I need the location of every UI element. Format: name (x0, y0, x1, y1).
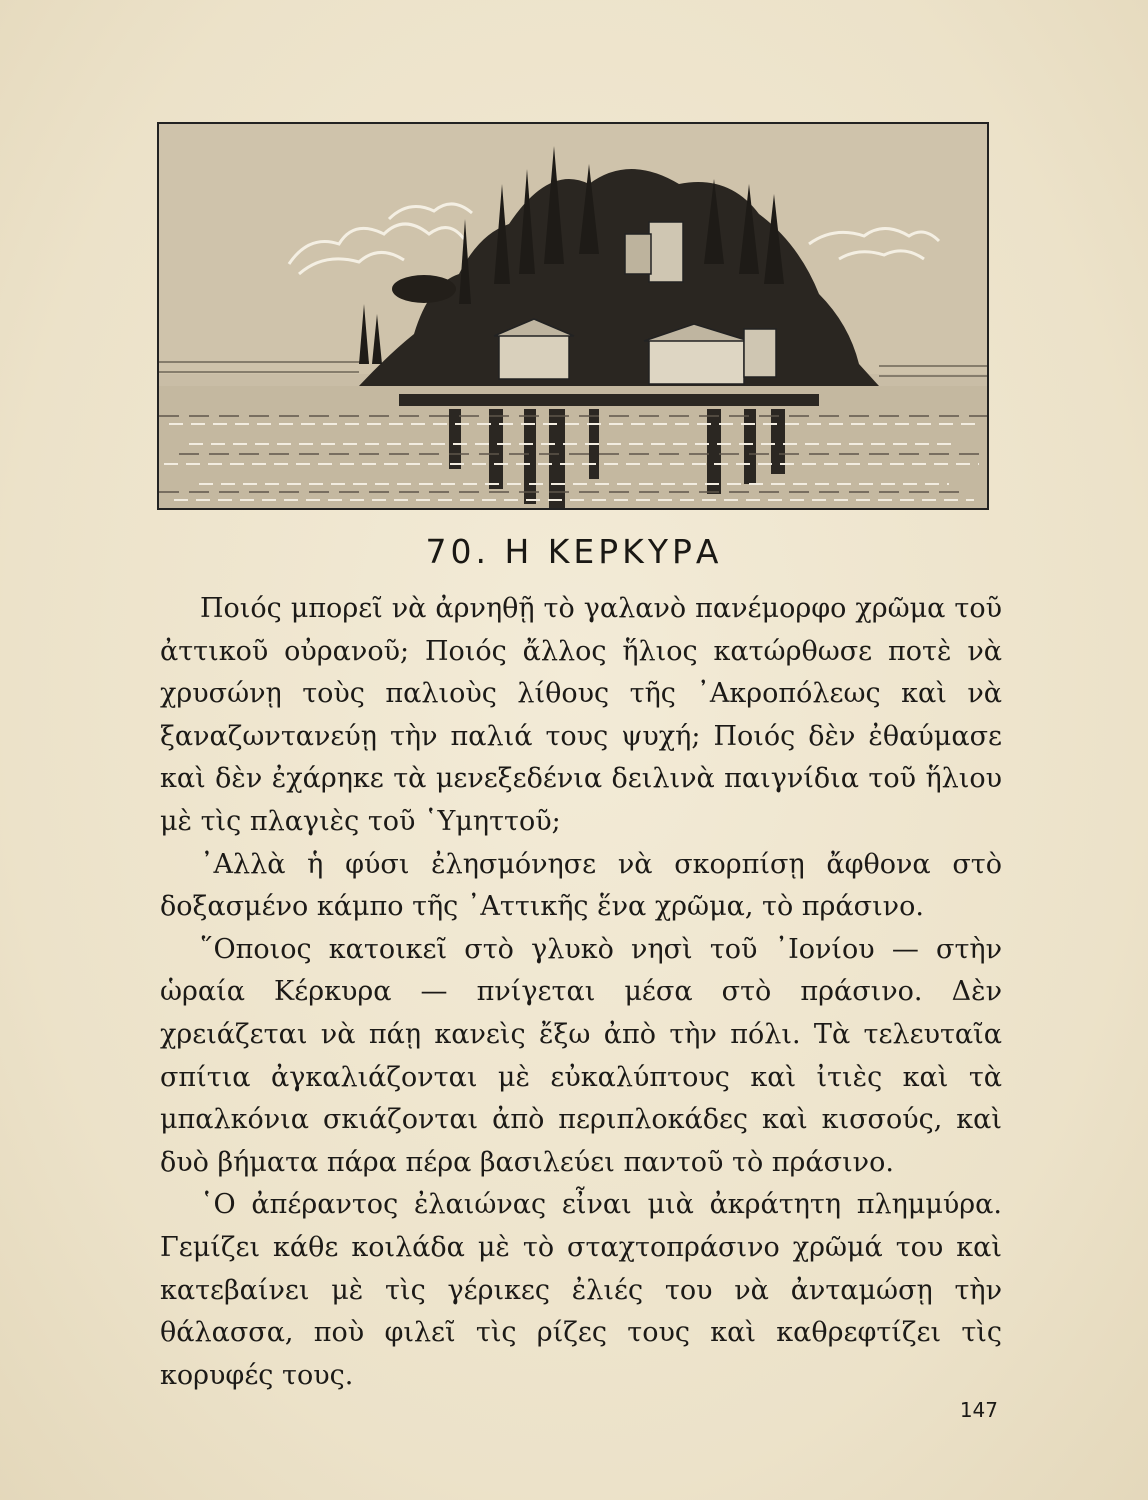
body-text (160, 588, 1002, 1397)
chapter-title: 70. Η ΚΕΡΚΥΡΑ (425, 532, 723, 571)
paragraph: ᾿Αλλὰ ἡ φύσι ἐλησμόνησε νὰ σκορπίσῃ ἄφθονα στὸ δοξασμένο κάμπο τῆς ᾿Αττικῆς ἕνα χρῶμα, τὸ πράσινο. (160, 848, 1002, 923)
paragraph: ῞Οποιος κατοικεῖ στὸ γλυκὸ νησὶ τοῦ ᾿Ιονίου — στὴν ὡραία Κέρκυρα — πνίγεται μέσα στὸ πράσινο. Δὲν χρειάζεται νὰ πάῃ κανεὶς ἔξω ἀπὸ τὴν πόλι. Τὰ τελευταῖα σπίτια ἀγκαλιάζονται μὲ εὐκαλύπτους καὶ ἰτιὲς καὶ τὰ μπαλκόνια σκιάζονται ἀπὸ περιπλοκάδες καὶ κισσούς, καὶ δυὸ βήματα πάρα πέρα βασιλεύει παντοῦ τὸ πράσινο. (160, 933, 1002, 1178)
page-number: 147 (959, 1398, 998, 1422)
island-illustration (157, 122, 989, 510)
paragraph: Ποιός μπορεῖ νὰ ἀρνηθῇ τὸ γαλανὸ πανέμορφο χρῶμα τοῦ ἀττικοῦ οὐρανοῦ; Ποιός ἄλλος ἥλιος κατώρθωσε ποτὲ νὰ χρυσώνῃ τοὺς παλιοὺς λίθους τῆς ᾿Ακροπόλεως καὶ νὰ ξαναζωντανεύῃ τὴν παλιά τους ψυχή; Ποιός δὲν ἐθαύμασε καὶ δὲν ἐχάρηκε τὰ μενεξεδένια δειλινὰ παιγνίδια τοῦ ἥλιου μὲ τὶς πλαγιὲς τοῦ ῾Υμηττοῦ; (160, 593, 1002, 837)
paragraph: ῾Ο ἀπέραντος ἐλαιώνας εἶναι μιὰ ἀκράτητη πλημμύρα. Γεμίζει κάθε κοιλάδα μὲ τὸ σταχτοπράσινο χρῶμά του καὶ κατεβαίνει μὲ τὶς γέρικες ἐλιές του νὰ ἀνταμώσῃ τὴν θάλασσα, ποὺ φιλεῖ τὶς ρίζες τους καὶ καθρεφτίζει τὶς κορυφές τους. (160, 1189, 1002, 1391)
